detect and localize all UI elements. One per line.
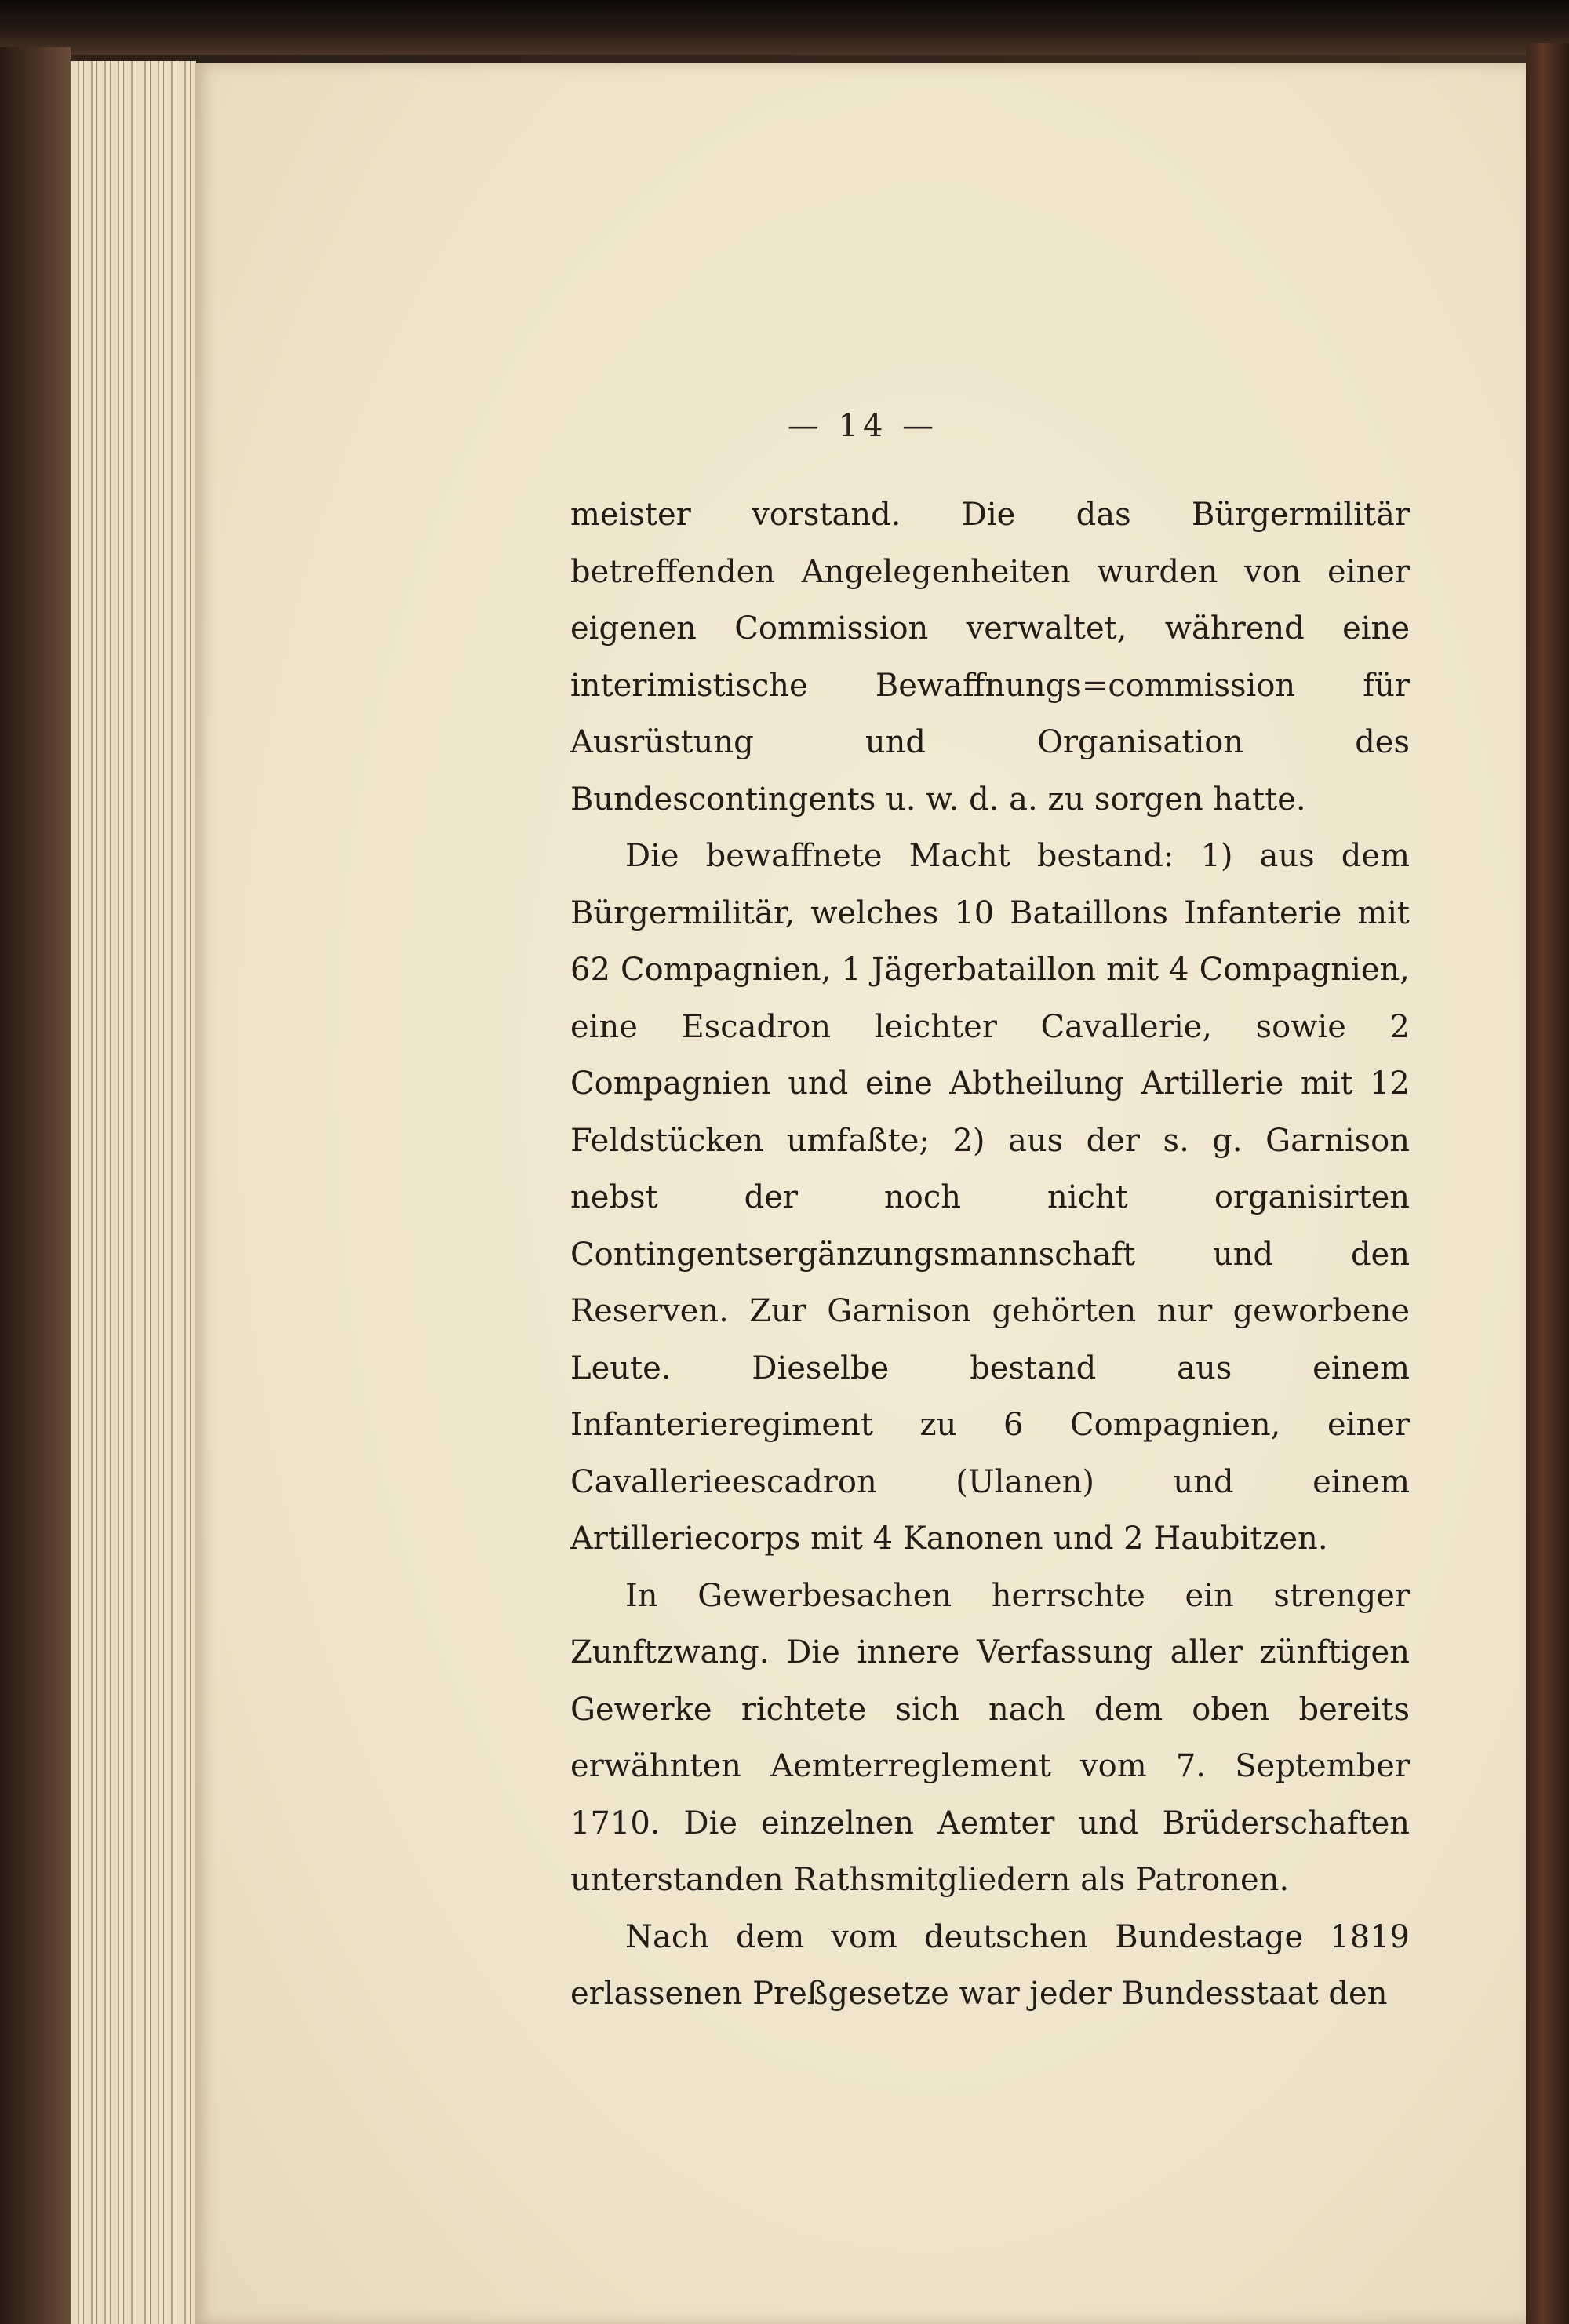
paragraph-3: In Gewerbesachen herrschte ein strenger Zunftzwang. Die innere Verfassung aller zünftigen Gewerke richtete sich nach dem oben bereits erwähnten Aemterreglement vom 7. September 1710. Die einzelnen Aemter und Brüderschaften unterstanden Rathsmitgliedern als Patronen. bbox=[570, 1577, 1410, 1898]
page-number: — 14 — bbox=[787, 408, 939, 444]
top-edge bbox=[0, 0, 1569, 55]
book-cover-left bbox=[0, 47, 71, 2324]
book-cover-right bbox=[1526, 43, 1569, 2324]
paragraph-1: meister vorstand. Die das Bürgermilitär betreffenden Angelegenheiten wurden von einer eigenen Commission verwaltet, während eine interimistische Bewaffnungs=commission für Ausrüstung und Organisation des Bundescontingents u. w. d. a. zu sorgen hatte. bbox=[570, 497, 1410, 818]
paragraph-4: Nach dem vom deutschen Bundestage 1819 erlassenen Preßgesetze war jeder Bundesstaat den bbox=[570, 1918, 1410, 2012]
paragraph-2: Die bewaffnete Macht bestand: 1) aus dem Bürgermilitär, welches 10 Bataillons Infanterie mit 62 Compagnien, 1 Jägerbataillon mit 4 Compagnien, eine Escadron leichter Cavallerie, sowie 2 Compagnien und eine Abtheilung Artillerie mit 12 Feldstücken umfaßte; 2) aus der s. g. Garnison nebst der noch nicht organisirten Contingentsergänzungsmannschaft und den Reserven. Zur Garnison gehörten nur geworbene Leute. Dieselbe bestand aus einem Infanterieregiment zu 6 Compagnien, einer Cavallerieescadron (Ulanen) und einem Artilleriecorps mit 4 Kanonen und 2 Haubitzen. bbox=[570, 838, 1410, 1557]
body-text bbox=[570, 486, 1410, 2023]
page-edges bbox=[71, 61, 196, 2324]
